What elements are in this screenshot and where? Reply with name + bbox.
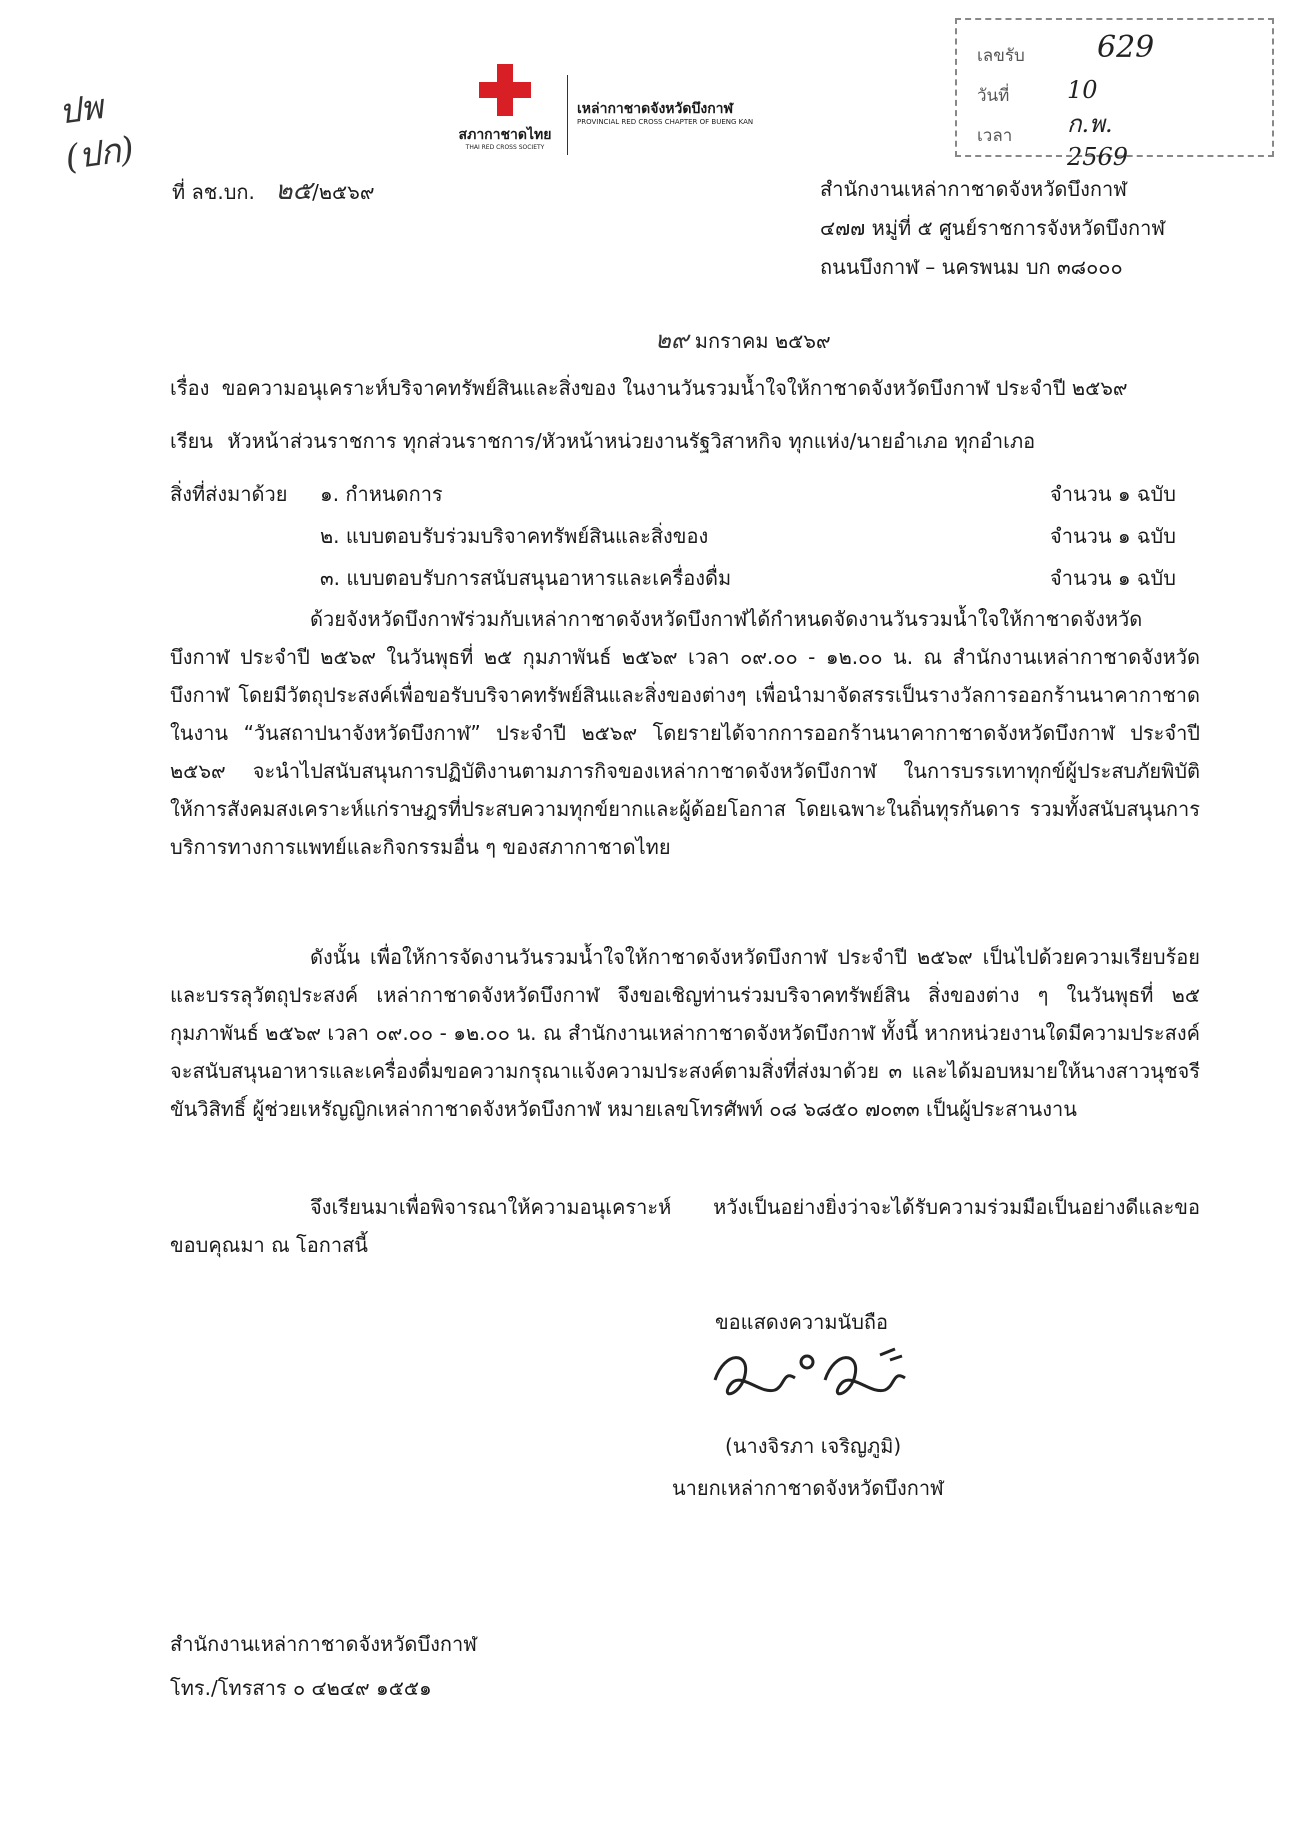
- address-line-3: ถนนบึงกาฬ – นครพนม บก ๓๘๐๐๐: [820, 255, 1123, 279]
- reference-prefix: ที่ ลช.บก.: [172, 180, 255, 204]
- logo-chapter-en: PROVINCIAL RED CROSS CHAPTER OF BUENG KAN: [577, 118, 754, 126]
- handwritten-note-line1: ปพ: [56, 87, 106, 133]
- enclosure-count: จำนวน ๑ ฉบับ: [1050, 524, 1176, 548]
- stamp-number-label: เลขรับ: [977, 46, 1025, 66]
- body-paragraph-3: [170, 1188, 1200, 1264]
- enclosure-count: จำนวน ๑ ฉบับ: [1050, 482, 1176, 506]
- footer-contact: โทร./โทรสาร ๐ ๔๒๔๙ ๑๕๕๑: [170, 1676, 432, 1700]
- recipient-label: เรียน: [170, 429, 213, 453]
- closing-phrase: ขอแสดงความนับถือ: [715, 1310, 889, 1334]
- office-address: [820, 170, 1165, 287]
- handwritten-note-line2: (ปก): [62, 129, 137, 179]
- recipient-text: หัวหน้าส่วนราชการ ทุกส่วนราชการ/หัวหน้าหน่วยงานรัฐวิสาหกิจ ทุกแห่ง/นายอำเภอ ทุกอำเภอ: [227, 429, 1036, 453]
- stamp-date-value: 10 ก.พ. 2569: [1067, 76, 1129, 171]
- logo-org-en: THAI RED CROSS SOCIETY: [465, 144, 545, 151]
- enclosure-item: ๑. กำหนดการ: [320, 482, 443, 506]
- footer-office: สำนักงานเหล่ากาชาดจังหวัดบึงกาฬ: [170, 1632, 477, 1656]
- body-paragraph-1-text: ด้วยจังหวัดบึงกาฬร่วมกับเหล่ากาชาดจังหวัดบึงกาฬได้กำหนดจัดงานวันรวมน้ำใจให้กาชาดจังหวัดบึงกาฬ ประจำปี ๒๕๖๙ ในวันพุธที่ ๒๕ กุมภาพันธ์ ๒๕๖๙ เวลา ๐๙.๐๐ - ๑๒.๐๐ น. ณ สำนักงานเหล่ากาชาดจังหวัดบึงกาฬ โดยมีวัตถุประสงค์เพื่อขอรับบริจาคทรัพย์สินและสิ่งของต่างๆ เพื่อนำมาจัดสรรเป็นรางวัลการออกร้านนาคากาชาดในงาน “วันสถาปนาจังหวัดบึงกาฬ” ประจำปี ๒๕๖๙ โดยรายได้จากการออกร้านนาคากาชาดจังหวัดบึงกาฬ ประจำปี ๒๕๖๙ จะนำไปสนับสนุนการปฏิบัติงานตามภารกิจของเหล่ากาชาดจังหวัดบึงกาฬ ในการบรรเทาทุกข์ผู้ประสบภัยพิบัติ ให้การสังคมสงเคราะห์แก่ราษฎรที่ประสบความทุกข์ยากและผู้ด้อยโอกาส โดยเฉพาะในถิ่นทุรกันดาร รวมทั้งสนับสนุนการบริการทางการแพทย์และกิจกรรมอื่น ๆ ของสภากาชาดไทย: [170, 607, 1200, 859]
- receipt-stamp: [955, 18, 1274, 171]
- subject-line: [170, 372, 1128, 404]
- enclosures-label: สิ่งที่ส่งมาด้วย: [170, 482, 288, 506]
- body-paragraph-3-text: จึงเรียนมาเพื่อพิจารณาให้ความอนุเคราะห์ หวังเป็นอย่างยิ่งว่าจะได้รับความร่วมมือเป็นอย่างดีและขอขอบคุณมา ณ โอกาสนี้: [170, 1195, 1200, 1257]
- reference-number-handwritten: ๒๕: [275, 176, 313, 206]
- logo-chapter-th: เหล่ากาชาดจังหวัดบึงกาฬ: [577, 101, 734, 117]
- logo-divider: [567, 75, 568, 155]
- recipient-line: [170, 425, 1035, 457]
- reference-number: [172, 170, 374, 211]
- date-day: ๒๙: [655, 326, 689, 354]
- subject-label: เรื่อง: [170, 376, 210, 400]
- stamp-date-label: วันที่: [977, 86, 1010, 106]
- handwritten-note: [56, 81, 137, 182]
- enclosure-item: ๓. แบบตอบรับการสนับสนุนอาหารและเครื่องดื่ม: [320, 566, 732, 590]
- red-cross-icon: [475, 60, 535, 120]
- signer-name: (นางจิรภา เจริญภูมิ): [725, 1434, 902, 1458]
- body-paragraph-2-text: ดังนั้น เพื่อให้การจัดงานวันรวมน้ำใจให้กาชาดจังหวัดบึงกาฬ ประจำปี ๒๕๖๙ เป็นไปด้วยความเรียบร้อยและบรรลุวัตถุประสงค์ เหล่ากาชาดจังหวัดบึงกาฬ จึงขอเชิญท่านร่วมบริจาคทรัพย์สิน สิ่งของต่าง ๆ ในวันพุธที่ ๒๕ กุมภาพันธ์ ๒๕๖๙ เวลา ๐๙.๐๐ - ๑๒.๐๐ น. ณ สำนักงานเหล่ากาชาดจังหวัดบึงกาฬ ทั้งนี้ หากหน่วยงานใดมีความประสงค์จะสนับสนุนอาหารและเครื่องดื่มขอความกรุณาแจ้งความประสงค์ตามสิ่งที่ส่งมาด้วย ๓ และได้มอบหมายให้นางสาวนุชจรี ขันวิสิทธิ์ ผู้ช่วยเหรัญญิกเหล่ากาชาดจังหวัดบึงกาฬ หมายเลขโทรศัพท์ ๐๘ ๖๘๕๐ ๗๐๓๓ เป็นผู้ประสานงาน: [170, 945, 1200, 1121]
- signer-title: นายกเหล่ากาชาดจังหวัดบึงกาฬ: [672, 1476, 944, 1500]
- body-paragraph-2: [170, 938, 1200, 1128]
- body-paragraph-1: [170, 600, 1200, 866]
- stamp-time-label: เวลา: [977, 126, 1013, 146]
- subject-text: ขอความอนุเคราะห์บริจาคทรัพย์สินและสิ่งของ ในงานวันรวมน้ำใจให้กาชาดจังหวัดบึงกาฬ ประจำปี ๒๕๖๙: [221, 376, 1128, 400]
- letterhead-logo: [445, 60, 845, 160]
- signature: [705, 1340, 925, 1420]
- address-line-1: สำนักงานเหล่ากาชาดจังหวัดบึงกาฬ: [820, 177, 1127, 201]
- logo-org-th: สภากาชาดไทย: [458, 127, 552, 143]
- address-line-2: ๔๗๗ หมู่ที่ ๕ ศูนย์ราชการจังหวัดบึงกาฬ: [820, 216, 1166, 240]
- enclosure-item: ๒. แบบตอบรับร่วมบริจาคทรัพย์สินและสิ่งของ: [320, 524, 709, 548]
- stamp-number-value: 629: [1097, 30, 1155, 65]
- date-month-year: มกราคม ๒๕๖๙: [694, 329, 831, 353]
- letter-date: [655, 320, 831, 359]
- reference-suffix: /๒๕๖๙: [312, 180, 375, 204]
- enclosure-count: จำนวน ๑ ฉบับ: [1050, 566, 1176, 590]
